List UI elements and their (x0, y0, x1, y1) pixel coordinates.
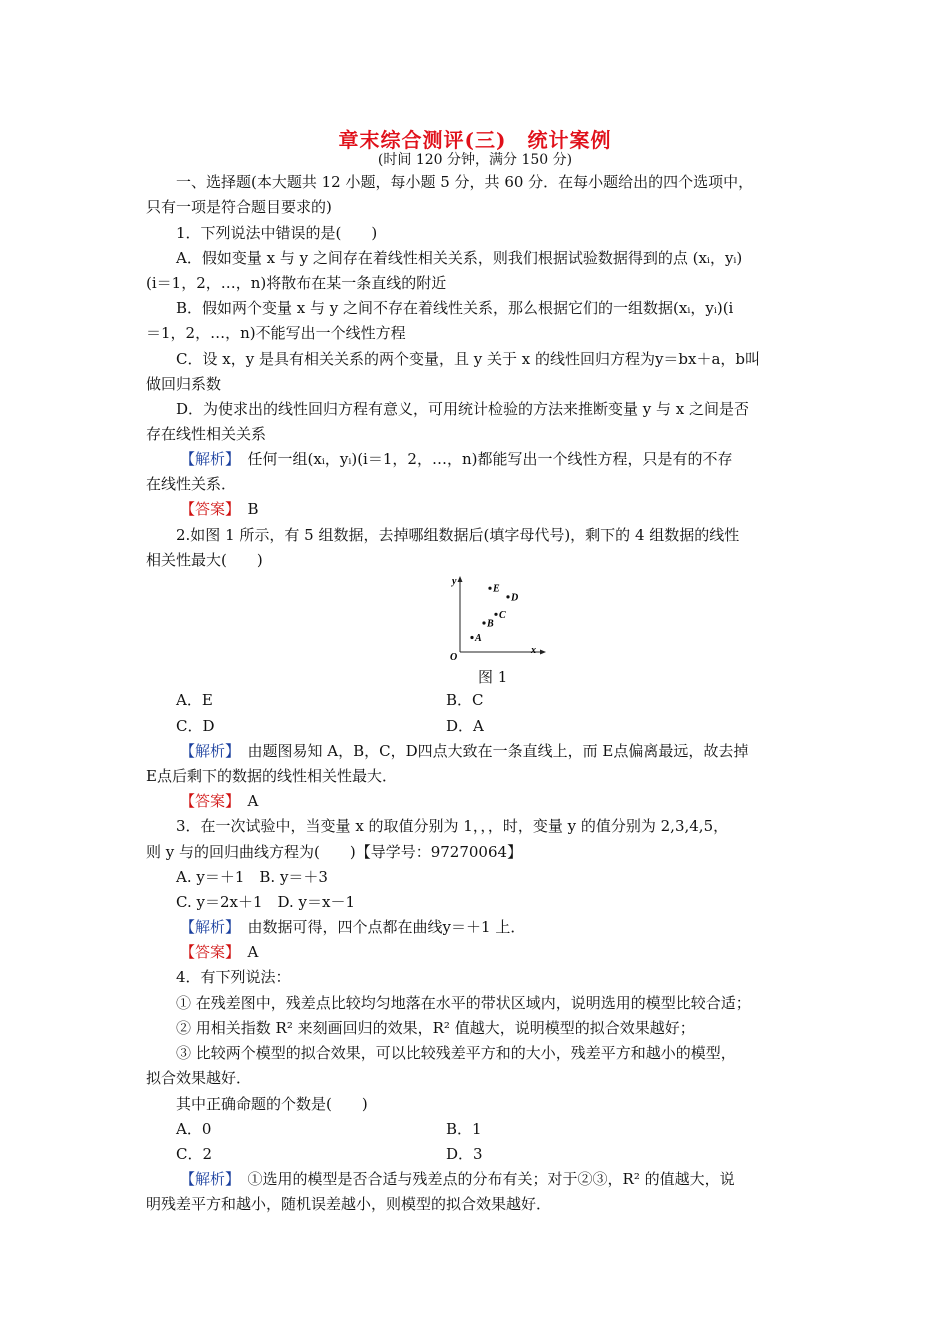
q2-stem-line-1: 2.如图 1 所示，有 5 组数据，去掉哪组数据后(填字母代号)，剩下的 4 组数据的线性 (176, 526, 740, 544)
scatter-label-d: D (511, 592, 519, 604)
answer-tag: 【答案】 (180, 500, 233, 518)
analysis-tag: 【解析】 (180, 742, 233, 760)
q2-option-a: A．E (176, 691, 213, 709)
q1-option-b-line-1: B．假如两个变量 x 与 y 之间不存在着线性关系，那么根据它们的一组数据(xᵢ，yᵢ)(i (176, 299, 734, 317)
scatter-figure (440, 572, 550, 662)
x-axis-arrow (540, 650, 546, 655)
q4-question: 其中正确命题的个数是( ) (176, 1095, 368, 1113)
q4-option-a: A．0 (176, 1120, 212, 1138)
q3-answer-value: A (247, 943, 259, 961)
scatter-point-e (488, 587, 491, 590)
q1-option-a-line-2: (i＝1，2，…，n)将散布在某一条直线的附近 (146, 274, 447, 292)
q3-stem-line-2: 则 y 与的回归曲线方程为( )【导学号：97270064】 (146, 843, 523, 861)
q3-analysis-text: 由数据可得，四个点都在曲线y＝＋1 上． (247, 918, 526, 936)
q3-analysis (180, 917, 525, 937)
q3-answer (180, 942, 258, 962)
scatter-label-b: B (487, 618, 494, 630)
y-axis-label: y (452, 576, 457, 587)
analysis-tag: 【解析】 (180, 918, 233, 936)
q1-option-d-line-1: D．为使求出的线性回归方程有意义，可用统计检验的方法来推断变量 y 与 x 之间是否 (176, 400, 750, 418)
q2-analysis-text: 由题图易知 A，B，C，D四点大致在一条直线上，而 E点偏离最远，故去掉 (247, 742, 749, 760)
q1-analysis-line-1 (180, 449, 732, 469)
q3-stem-line-1: 3．在一次试验中，当变量 x 的取值分别为 1，，，时，变量 y 的值分别为 2,3,4,5， (176, 817, 729, 835)
answer-tag: 【答案】 (180, 943, 233, 961)
q1-option-c-line-2: 做回归系数 (146, 375, 222, 393)
section-intro-line-2: 只有一项是符合题目要求的) (146, 198, 332, 216)
q1-option-c-line-1: C．设 x，y 是具有相关关系的两个变量，且 y 关于 x 的线性回归方程为y＝bx＋a，b叫 (176, 350, 761, 368)
analysis-tag: 【解析】 (180, 1170, 233, 1188)
scatter-point-d (506, 595, 509, 598)
q1-option-b-line-2: ＝1，2，…，n)不能写出一个线性方程 (146, 324, 406, 342)
q2-option-c: C．D (176, 717, 215, 735)
q1-option-d-line-2: 存在线性相关关系 (146, 425, 267, 443)
scatter-label-a: A (475, 633, 482, 644)
page-title: 章末综合测评(三) 统计案例 (338, 128, 612, 152)
q4-statement-3-line-1: ③ 比较两个模型的拟合效果，可以比较残差平方和的大小，残差平方和越小的模型， (176, 1044, 736, 1062)
q2-option-d: D．A (446, 717, 484, 735)
origin-label: O (450, 652, 458, 662)
q4-stem: 4．有下列说法： (176, 968, 291, 986)
q1-stem: 1．下列说法中错误的是( ) (176, 224, 378, 242)
q1-analysis-line-2: 在线性关系． (146, 475, 237, 493)
scatter-point-b (482, 621, 485, 624)
q2-answer (180, 791, 258, 811)
q2-option-b: B．C (446, 691, 484, 709)
scatter-label-c: C (499, 609, 506, 621)
q4-statement-2: ② 用相关指数 R² 来刻画回归的效果，R² 值越大，说明模型的拟合效果越好； (176, 1019, 695, 1037)
q2-analysis-line-1 (180, 741, 748, 761)
q1-answer (180, 499, 259, 519)
q4-statement-1: ① 在残差图中，残差点比较均匀地落在水平的带状区域内，说明选用的模型比较合适； (176, 994, 751, 1012)
q1-answer-value: B (247, 500, 259, 518)
q1-analysis-text: 任何一组(xᵢ，yᵢ)(i＝1，2，…，n)都能写出一个线性方程，只是有的不存 (247, 450, 733, 468)
section-intro-line-1: 一、选择题(本大题共 12 小题，每小题 5 分，共 60 分．在每小题给出的四个选项中， (176, 173, 754, 191)
q4-analysis-line-1 (180, 1169, 735, 1189)
answer-tag: 【答案】 (180, 792, 233, 810)
page-subtitle: (时间 120 分钟，满分 150 分) (377, 152, 573, 168)
q2-stem-line-2: 相关性最大( ) (146, 551, 263, 569)
q4-option-b: B．1 (446, 1120, 482, 1138)
q4-analysis-line-2: 明残差平方和越小，随机误差越小，则模型的拟合效果越好． (146, 1195, 552, 1213)
x-axis-label: x (531, 645, 536, 656)
figure-caption: 图 1 (478, 668, 508, 686)
q4-analysis-text: ①选用的模型是否合适与残差点的分布有关；对于②③，R² 的值越大，说 (247, 1170, 735, 1188)
q2-answer-value: A (247, 792, 259, 810)
scatter-point-c (494, 613, 497, 616)
q3-options-cd: C. y＝2x＋1 D. y＝x－1 (176, 893, 356, 911)
q1-option-a-line-1: A．假如变量 x 与 y 之间存在着线性相关关系，则我们根据试验数据得到的点 (xᵢ，yᵢ) (176, 249, 743, 267)
q2-analysis-line-2: E点后剩下的数据的线性相关性最大． (146, 767, 397, 785)
q4-option-d: D．3 (446, 1145, 483, 1163)
q4-statement-3-line-2: 拟合效果越好． (146, 1069, 252, 1087)
y-axis-arrow (458, 576, 463, 582)
scatter-label-e: E (493, 583, 500, 595)
q4-option-c: C．2 (176, 1145, 213, 1163)
q3-options-ab: A. y＝＋1 B. y＝＋3 (176, 868, 328, 886)
scatter-point-a (470, 636, 473, 639)
analysis-tag: 【解析】 (180, 450, 233, 468)
